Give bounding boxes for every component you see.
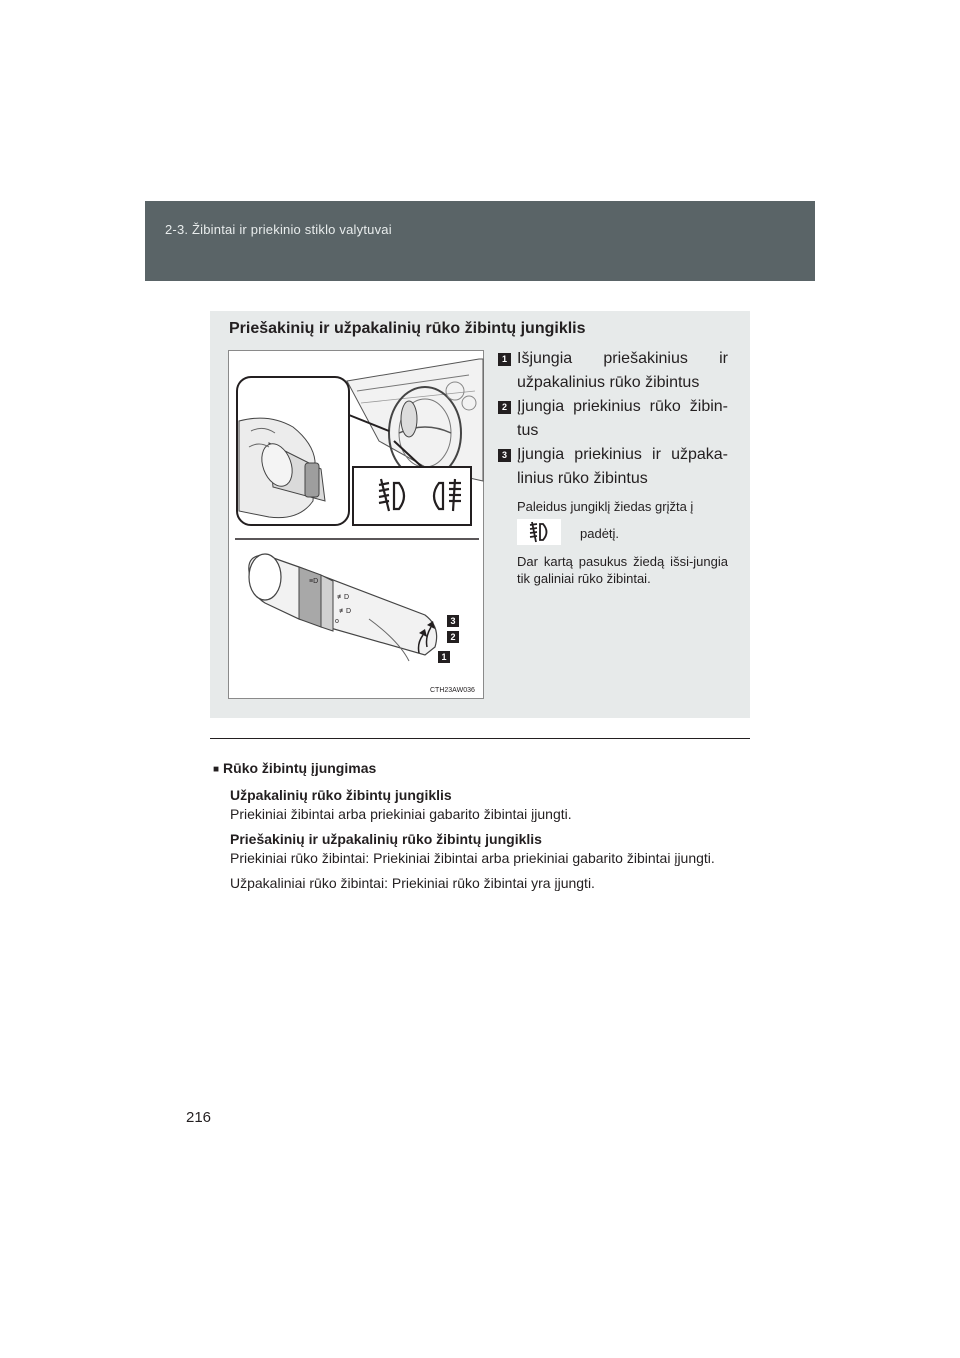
both-switch-block <box>213 830 743 868</box>
step-2-badge: 2 <box>498 401 511 414</box>
both-rear-text: Užpakaliniai rūko žibintai: Priekiniai rūko žibintai yra įjungti. <box>230 875 595 891</box>
note-position-text: padėtį. <box>580 526 620 541</box>
panel-heading: Priešakinių ir užpakalinių rūko žibintų jungiklis <box>229 320 586 337</box>
rear-switch-title: Užpakalinių rūko žibintų jungiklis <box>230 787 452 803</box>
svg-text:≢D: ≢D <box>337 594 350 601</box>
note-second-text: Dar kartą pasukus žiedą išsi-jungia tik galiniai rūko žibintai. <box>517 554 728 586</box>
svg-text:≢D: ≢D <box>339 608 352 615</box>
callout-1: 1 <box>441 652 447 662</box>
page-number: 216 <box>186 1109 212 1126</box>
rear-switch-text: Priekiniai žibintai arba priekiniai gabarito žibintai įjungti. <box>230 806 572 822</box>
step-2-text: Įjungia priekinius rūko žibin-tus <box>517 398 728 439</box>
step-3-badge: 3 <box>498 449 511 462</box>
both-switch-title: Priešakinių ir užpakalinių rūko žibintų jungiklis <box>230 831 542 847</box>
svg-text:≡D: ≡D <box>309 578 319 585</box>
front-fog-light-icon <box>517 519 561 545</box>
callout-3: 3 <box>450 616 456 626</box>
note-return-text: Paleidus jungiklį žiedas grįžta į <box>517 499 694 514</box>
square-bullet-icon: ■ <box>213 764 220 775</box>
conditions-heading: ■ Rūko žibintų įjungimas <box>213 760 377 776</box>
svg-text:o: o <box>335 618 339 625</box>
fog-light-conditions <box>213 759 743 899</box>
step-3-text: Įjungia priekinius ir užpaka-linius rūko žibintus <box>517 446 728 487</box>
section-title: 2-3. Žibintai ir priekinio stiklo valytuvai <box>165 222 392 237</box>
both-front-text: Priekiniai rūko žibintai: Priekiniai žibintai arba priekiniai gabarito žibintai įjungti. <box>230 850 715 866</box>
step-1-text: Išjungia priešakinius ir užpakalinius rūko žibintus <box>517 350 728 391</box>
figure-code: CTH23AW036 <box>430 687 475 694</box>
callout-2: 2 <box>450 632 456 642</box>
step-1-badge: 1 <box>498 353 511 366</box>
switch-illustration <box>228 350 484 699</box>
divider <box>210 738 750 739</box>
rear-switch-block <box>213 786 743 824</box>
header-band <box>145 201 815 281</box>
